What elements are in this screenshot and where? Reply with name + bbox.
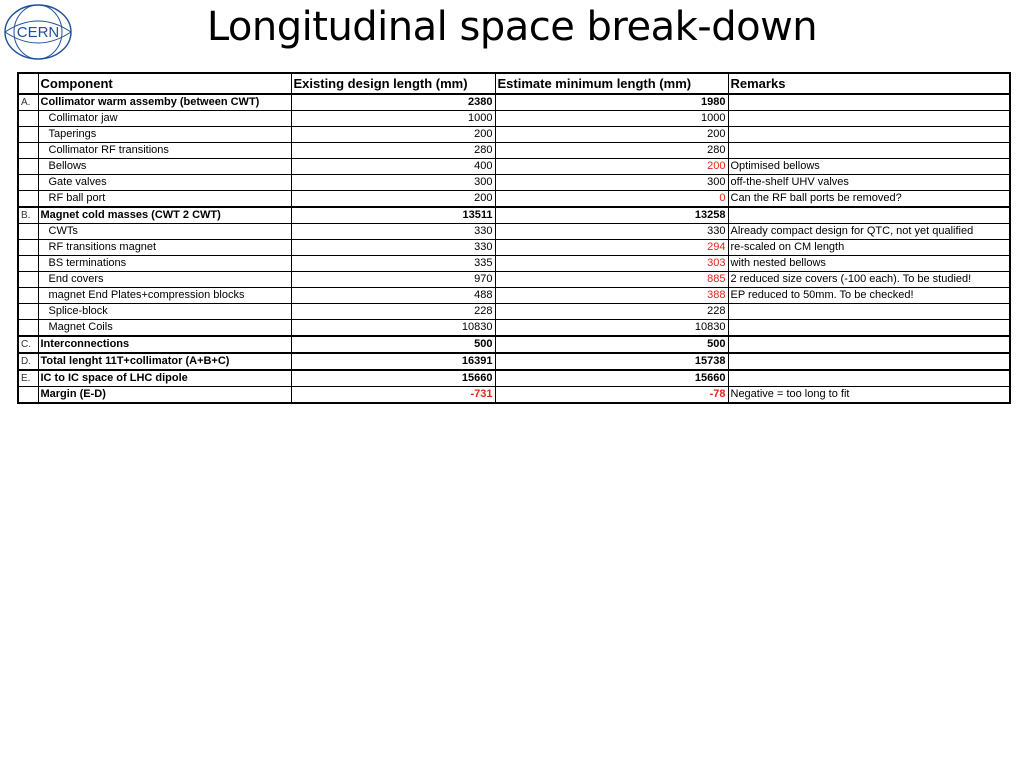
row-component: Taperings (38, 127, 291, 143)
table-row (18, 320, 1010, 337)
row-estimate-length: 300 (495, 175, 728, 191)
row-existing-length: 15660 (291, 370, 495, 387)
row-letter: D. (18, 353, 38, 370)
table-row (18, 304, 1010, 320)
row-component: End covers (38, 272, 291, 288)
row-letter (18, 256, 38, 272)
row-existing-length: 335 (291, 256, 495, 272)
row-estimate-length: 1980 (495, 94, 728, 111)
table-row (18, 159, 1010, 175)
row-letter (18, 175, 38, 191)
row-letter (18, 320, 38, 337)
row-remarks (728, 304, 1010, 320)
header-estimate-length: Estimate minimum length (mm) (495, 73, 728, 94)
row-estimate-length: 500 (495, 336, 728, 353)
row-existing-length: 488 (291, 288, 495, 304)
header-remarks: Remarks (728, 73, 1010, 94)
row-letter: A. (18, 94, 38, 111)
row-existing-length: -731 (291, 387, 495, 404)
row-estimate-length: 200 (495, 127, 728, 143)
table-row (18, 240, 1010, 256)
row-estimate-length: 303 (495, 256, 728, 272)
row-existing-length: 280 (291, 143, 495, 159)
row-remarks (728, 111, 1010, 127)
table-row (18, 256, 1010, 272)
row-remarks: Can the RF ball ports be removed? (728, 191, 1010, 208)
row-letter (18, 272, 38, 288)
row-letter: E. (18, 370, 38, 387)
row-remarks: Optimised bellows (728, 159, 1010, 175)
row-existing-length: 200 (291, 191, 495, 208)
row-component: RF ball port (38, 191, 291, 208)
row-estimate-length: -78 (495, 387, 728, 404)
header-letter (18, 73, 38, 94)
row-estimate-length: 885 (495, 272, 728, 288)
row-component: BS terminations (38, 256, 291, 272)
row-remarks (728, 370, 1010, 387)
row-component: Bellows (38, 159, 291, 175)
row-estimate-length: 294 (495, 240, 728, 256)
row-estimate-length: 200 (495, 159, 728, 175)
row-component: RF transitions magnet (38, 240, 291, 256)
row-letter (18, 159, 38, 175)
row-estimate-length: 280 (495, 143, 728, 159)
row-existing-length: 1000 (291, 111, 495, 127)
row-letter (18, 304, 38, 320)
table-row (18, 288, 1010, 304)
row-letter (18, 111, 38, 127)
row-estimate-length: 330 (495, 224, 728, 240)
row-component: Splice-block (38, 304, 291, 320)
row-estimate-length: 228 (495, 304, 728, 320)
row-remarks: Negative = too long to fit (728, 387, 1010, 404)
row-estimate-length: 388 (495, 288, 728, 304)
row-remarks (728, 127, 1010, 143)
table-row (18, 191, 1010, 208)
row-component: Total lenght 11T+collimator (A+B+C) (38, 353, 291, 370)
row-existing-length: 200 (291, 127, 495, 143)
table-row (18, 94, 1010, 111)
row-remarks: re-scaled on CM length (728, 240, 1010, 256)
row-letter (18, 143, 38, 159)
row-component: Magnet cold masses (CWT 2 CWT) (38, 207, 291, 224)
row-existing-length: 330 (291, 240, 495, 256)
row-estimate-length: 1000 (495, 111, 728, 127)
row-letter (18, 127, 38, 143)
row-remarks: off-the-shelf UHV valves (728, 175, 1010, 191)
row-existing-length: 16391 (291, 353, 495, 370)
row-letter: C. (18, 336, 38, 353)
row-component: Collimator jaw (38, 111, 291, 127)
row-component: Collimator RF transitions (38, 143, 291, 159)
row-component: CWTs (38, 224, 291, 240)
row-remarks (728, 143, 1010, 159)
row-estimate-length: 10830 (495, 320, 728, 337)
table-row (18, 127, 1010, 143)
row-estimate-length: 15738 (495, 353, 728, 370)
table-row (18, 224, 1010, 240)
table-row (18, 272, 1010, 288)
table-row (18, 336, 1010, 353)
row-letter (18, 224, 38, 240)
row-estimate-length: 0 (495, 191, 728, 208)
row-letter: B. (18, 207, 38, 224)
table-row (18, 370, 1010, 387)
row-component: IC to IC space of LHC dipole (38, 370, 291, 387)
header-component: Component (38, 73, 291, 94)
row-letter (18, 240, 38, 256)
table-row (18, 353, 1010, 370)
table-row (18, 111, 1010, 127)
row-component: Collimator warm assemby (between CWT) (38, 94, 291, 111)
row-letter (18, 288, 38, 304)
row-remarks: with nested bellows (728, 256, 1010, 272)
table-body (18, 94, 1010, 403)
row-remarks: 2 reduced size covers (-100 each). To be studied! (728, 272, 1010, 288)
row-existing-length: 400 (291, 159, 495, 175)
row-existing-length: 300 (291, 175, 495, 191)
row-estimate-length: 15660 (495, 370, 728, 387)
row-component: Gate valves (38, 175, 291, 191)
table-row (18, 387, 1010, 404)
table-row (18, 143, 1010, 159)
table-header-row (18, 73, 1010, 94)
row-remarks: Already compact design for QTC, not yet qualified (728, 224, 1010, 240)
row-letter (18, 387, 38, 404)
row-existing-length: 228 (291, 304, 495, 320)
row-remarks (728, 94, 1010, 111)
row-remarks: EP reduced to 50mm. To be checked! (728, 288, 1010, 304)
row-existing-length: 10830 (291, 320, 495, 337)
table-row (18, 207, 1010, 224)
row-remarks (728, 336, 1010, 353)
row-estimate-length: 13258 (495, 207, 728, 224)
row-component: magnet End Plates+compression blocks (38, 288, 291, 304)
breakdown-table (17, 72, 1011, 404)
logo-text: CERN (16, 24, 60, 41)
row-component: Interconnections (38, 336, 291, 353)
row-remarks (728, 207, 1010, 224)
row-existing-length: 330 (291, 224, 495, 240)
row-remarks (728, 320, 1010, 337)
row-remarks (728, 353, 1010, 370)
table-row (18, 175, 1010, 191)
row-existing-length: 970 (291, 272, 495, 288)
row-existing-length: 500 (291, 336, 495, 353)
row-letter (18, 191, 38, 208)
row-existing-length: 13511 (291, 207, 495, 224)
row-component: Magnet Coils (38, 320, 291, 337)
page-title: Longitudinal space break-down (206, 4, 818, 50)
row-component: Margin (E-D) (38, 387, 291, 404)
row-existing-length: 2380 (291, 94, 495, 111)
header-existing-length: Existing design length (mm) (291, 73, 495, 94)
